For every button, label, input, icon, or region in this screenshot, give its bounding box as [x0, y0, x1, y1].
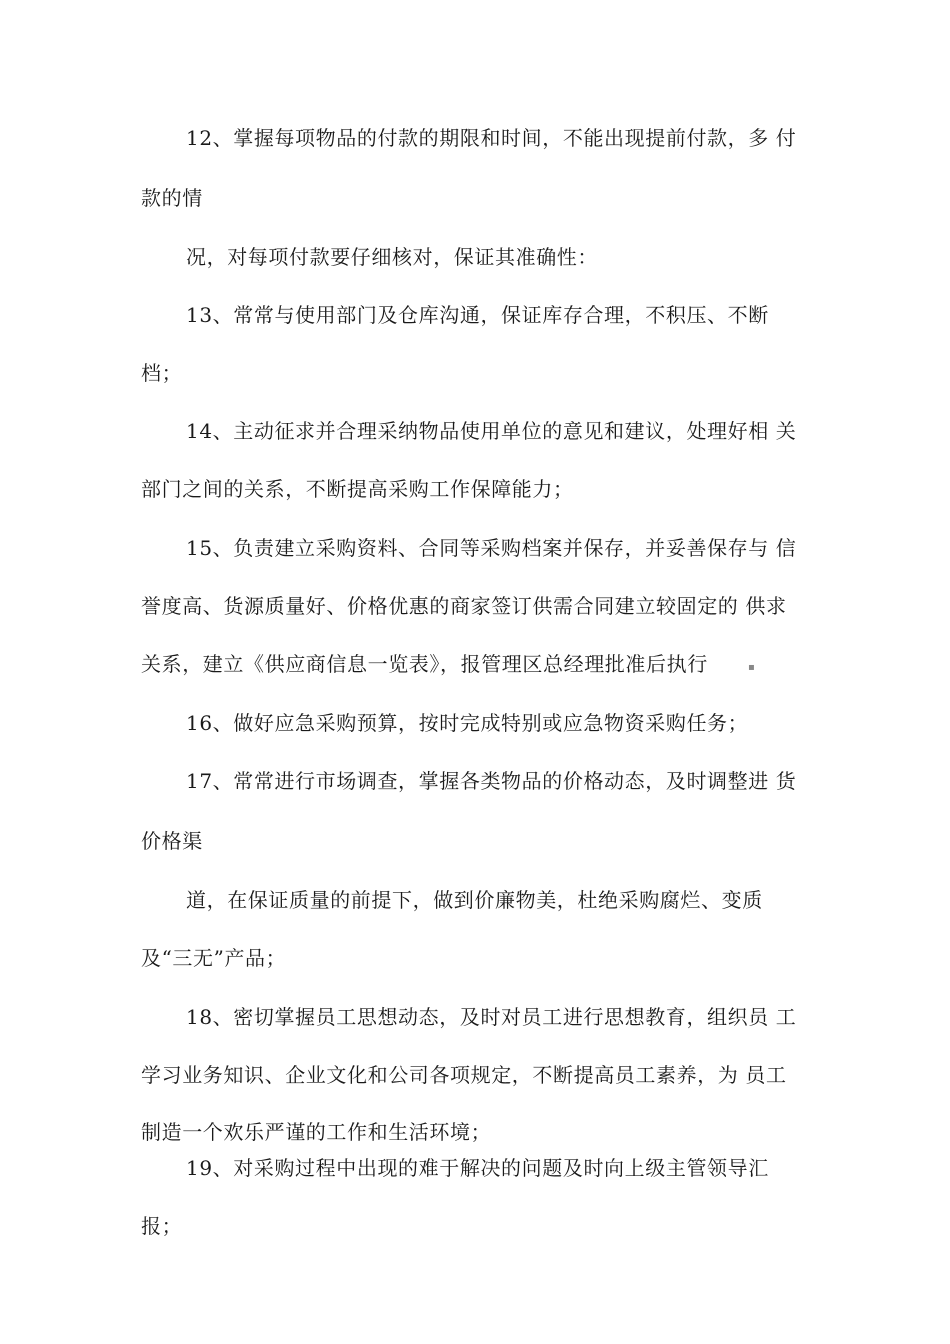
paragraph-line: 16、做好应急采购预算，按时完成特别或应急物资采购任务；: [186, 711, 749, 735]
paragraph-line: 学习业务知识、企业文化和公司各项规定，不断提高员工素养，为 员工: [141, 1063, 787, 1087]
paragraph-line: 12、掌握每项物品的付款的期限和时间，不能出现提前付款，多 付: [186, 126, 797, 150]
paragraph-line: 18、密切掌握员工思想动态，及时对员工进行思想教育，组织员 工: [186, 1005, 797, 1029]
paragraph-line: 关系，建立《供应商信息一览表》，报管理区总经理批准后执行: [141, 652, 708, 676]
paragraph-line: 14、主动征求并合理采纳物品使用单位的意见和建议，处理好相 关: [186, 419, 797, 443]
paragraph-line: 部门之间的关系，不断提高采购工作保障能力；: [141, 477, 574, 501]
paragraph-line: 17、常常进行市场调查，掌握各类物品的价格动态，及时调整进 货: [186, 769, 797, 793]
paragraph-line: 13、常常与使用部门及仓库沟通，保证库存合理，不积压、不断: [186, 303, 769, 327]
paragraph-line: 况，对每项付款要仔细核对，保证其准确性：: [186, 245, 598, 269]
paragraph-line: 档；: [141, 361, 183, 385]
paragraph-line: 价格渠: [141, 829, 203, 853]
paragraph-line: 制造一个欢乐严谨的工作和生活环境；: [141, 1120, 492, 1144]
paragraph-line: 19、对采购过程中出现的难于解决的问题及时向上级主管领导汇: [186, 1156, 769, 1180]
paragraph-line: 报；: [141, 1214, 183, 1238]
paragraph-line: 及“三无”产品；: [141, 946, 287, 970]
paragraph-line: 道，在保证质量的前提下，做到价廉物美，杜绝采购腐烂、变质: [186, 888, 763, 912]
paragraph-line: 15、负责建立采购资料、合同等采购档案并保存，并妥善保存与 信: [186, 536, 797, 560]
paragraph-line: 款的情: [141, 186, 203, 210]
stray-mark: ▪: [748, 662, 755, 673]
paragraph-line: 誉度高、货源质量好、价格优惠的商家签订供需合同建立较固定的 供求: [141, 594, 787, 618]
